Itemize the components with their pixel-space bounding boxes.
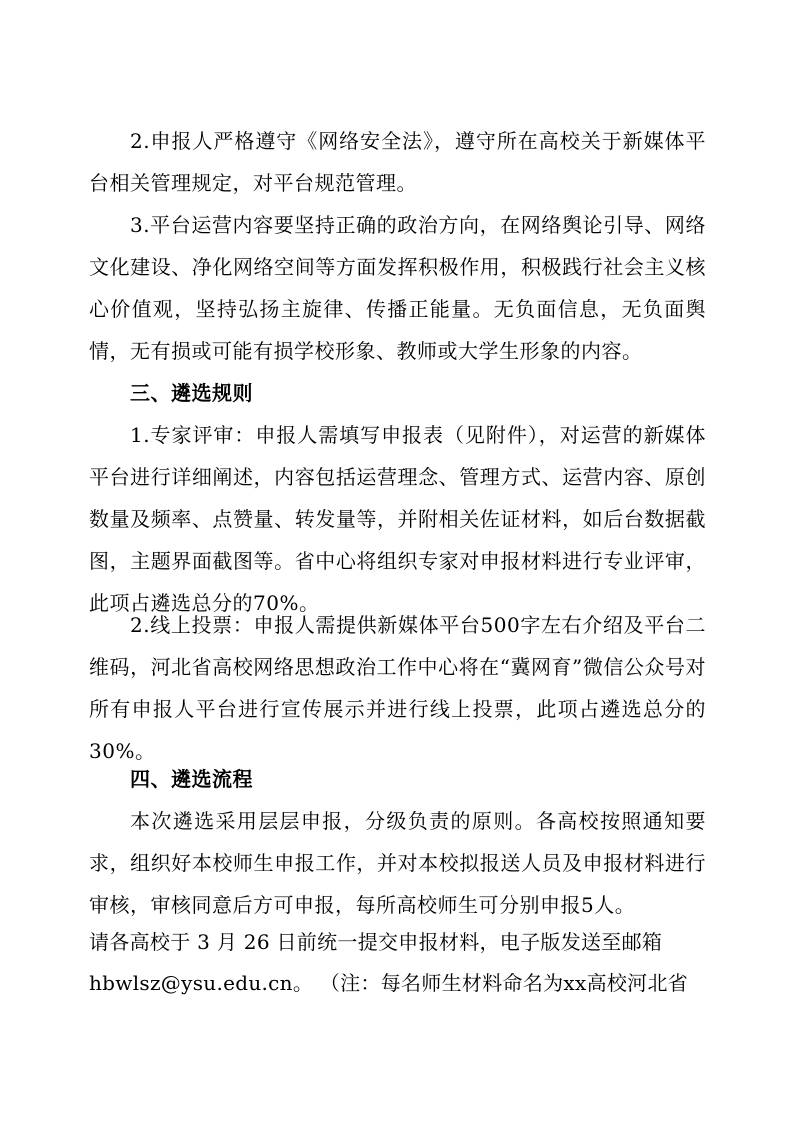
paragraph-requirement-3: 3.平台运营内容要坚持正确的政治方向，在网络舆论引导、网络文化建设、净化网络空间等方面发挥积极作用，积极践行社会主义核心价值观，坚持弘扬主旋律、传播正能量。无负面信息，无负面舆情，无有损或可能有损学校形象、教师或大学生形象的内容。 — [89, 213, 706, 363]
paragraph-submission-line: 请各高校于 3 月 26 日前统一提交申报材料，电子版发送至邮箱 — [89, 930, 663, 954]
paragraph-expert-review: 1.专家评审：申报人需填写申报表（见附件），对运营的新媒体平台进行详细阐述，内容包括运营理念、管理方式、运营内容、原创数量及频率、点赞量、转发量等，并附相关佐证材料，如后台数据截图，主题界面截图等。省中心将组织专家对申报材料进行专业评审，此项占遴选总分的70%。 — [89, 423, 706, 615]
section-heading-selection-process: 四、遴选流程 — [130, 767, 253, 791]
paragraph-online-voting: 2.线上投票：申报人需提供新媒体平台500字左右介绍及平台二维码，河北省高校网络思想政治工作中心将在“冀网育”微信公众号对所有申报人平台进行宣传展示并进行线上投票，此项占遴选总分的30%。 — [89, 613, 706, 763]
paragraph-email-line: hbwlsz@ysu.edu.cn。 （注：每名师生材料命名为xx高校河北省 — [89, 971, 689, 995]
paragraph-process-description: 本次遴选采用层层申报，分级负责的原则。各高校按照通知要求，组织好本校师生申报工作，并对本校拟报送人员及申报材料进行审核，审核同意后方可申报，每所高校师生可分别申报5人。 — [89, 809, 706, 917]
paragraph-requirement-2: 2.申报人严格遵守《网络安全法》，遵守所在高校关于新媒体平台相关管理规定，对平台规范管理。 — [89, 129, 706, 195]
section-heading-selection-rules: 三、遴选规则 — [130, 381, 253, 405]
